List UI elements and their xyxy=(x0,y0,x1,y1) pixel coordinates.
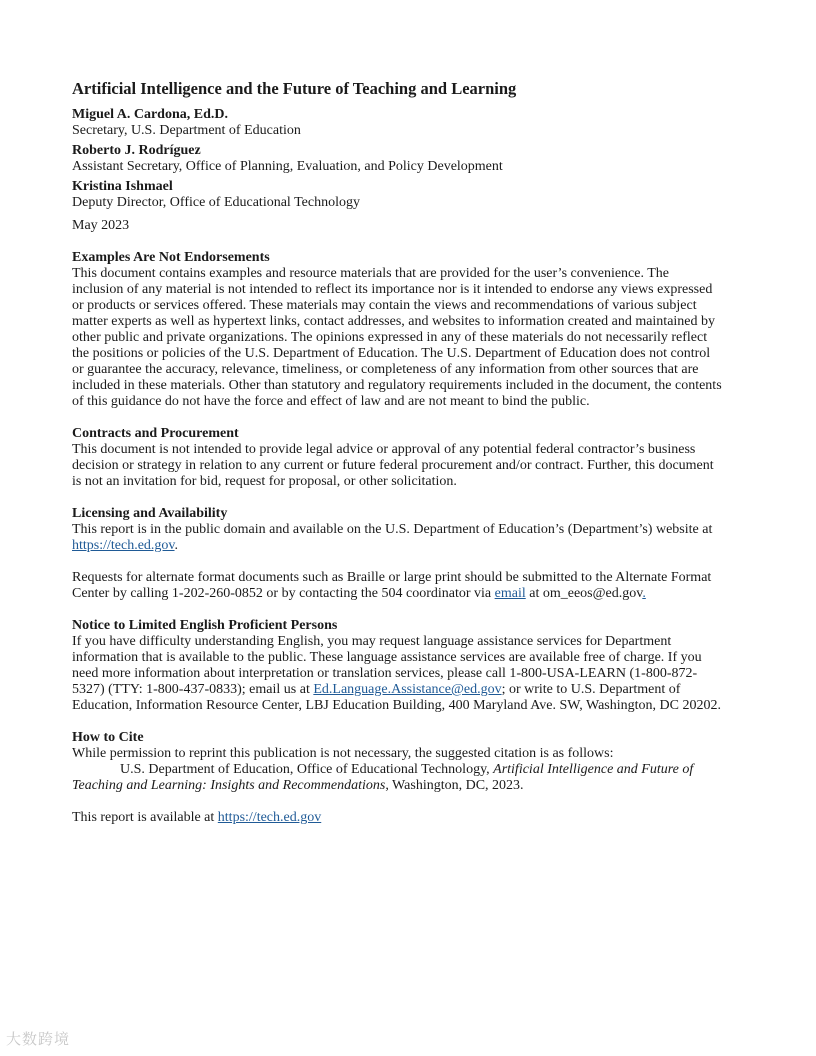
body-text: , Washington, DC, 2023. xyxy=(385,778,524,793)
body-text: If you have difficulty understanding English, you may request language assistance services for Department information that is available to the public. These language assistance services are available free of charge. If you need more information about interpretation or translation services, please call 1-800-USA-LEARN (1-800-872-5327) (TTY: 1-800-437-0833); email us at xyxy=(72,634,702,697)
section-body: This document contains examples and resource materials that are provided for the user’s convenience. The inclusion of any material is not intended to reflect its importance nor is it intended to endorse any views expressed or products or services offered. These materials may contain the views and recommendations of various subject matter experts as well as hypertext links, contact addresses, and websites to information created and maintained by other public and private organizations. The opinions expressed in any of these materials do not necessarily reflect the positions or policies of the U.S. Department of Education. The U.S. Department of Education does not control or guarantee the accuracy, relevance, timeliness, or completeness of any information from other sources that are included in these materials. Other than statutory and regulatory requirements included in the document, the contents of this guidance do not have the force and effect of law and are not meant to bind the public. xyxy=(72,266,722,409)
cite-section xyxy=(72,730,722,794)
cite-intro: While permission to reprint this publication is not necessary, the suggested citation is as follows: xyxy=(72,746,614,761)
author-block xyxy=(72,179,722,211)
email-link[interactable]: email xyxy=(494,586,526,601)
body-text: at om_eeos@ed.gov xyxy=(525,586,643,601)
citation-title: Artificial Intelligence and Future of Teaching and Learning: Insights and Recommendations xyxy=(72,762,694,793)
body-text: U.S. Department of Education, Office of Educational Technology, xyxy=(120,762,494,777)
section-heading: Contracts and Procurement xyxy=(72,426,239,441)
lep-section xyxy=(72,618,722,714)
document-page xyxy=(72,78,722,826)
citation xyxy=(72,762,722,794)
language-assistance-email-link[interactable]: Ed.Language.Assistance@ed.gov xyxy=(313,682,502,697)
body-text: . xyxy=(174,538,179,553)
author-role: Secretary, U.S. Department of Education xyxy=(72,123,301,138)
contracts-section xyxy=(72,426,722,490)
body-text: This report is available at xyxy=(72,810,218,825)
body-text: Requests for alternate format documents such as Braille or large print should be submitted to the Alternate Format Center by calling 1-202-260-0852 or by contacting the 504 coordinator via xyxy=(72,570,712,601)
author-name: Miguel A. Cardona, Ed.D. xyxy=(72,107,228,122)
availability-line xyxy=(72,810,722,826)
endorsements-section xyxy=(72,250,722,410)
author-block xyxy=(72,107,722,139)
section-heading: How to Cite xyxy=(72,730,144,745)
document-title: Artificial Intelligence and the Future of Teaching and Learning xyxy=(72,79,517,98)
publication-date: May 2023 xyxy=(72,218,130,233)
period-link[interactable]: . xyxy=(642,586,646,601)
author-role: Assistant Secretary, Office of Planning, Evaluation, and Policy Development xyxy=(72,159,503,174)
section-heading: Licensing and Availability xyxy=(72,506,228,521)
body-text: ; or write to U.S. Department of Education, Information Resource Center, LBJ Education Building, 400 Maryland Ave. SW, Washington, DC 20202. xyxy=(72,682,721,713)
author-name: Roberto J. Rodríguez xyxy=(72,143,201,158)
tech-ed-gov-link[interactable]: https://tech.ed.gov xyxy=(72,538,175,553)
section-body xyxy=(72,634,722,714)
section-heading: Notice to Limited English Proficient Persons xyxy=(72,618,338,633)
author-name: Kristina Ishmael xyxy=(72,179,173,194)
watermark-logo: 大数跨境 xyxy=(6,1030,71,1048)
section-heading: Examples Are Not Endorsements xyxy=(72,250,270,265)
author-role: Deputy Director, Office of Educational Technology xyxy=(72,195,360,210)
tech-ed-gov-link[interactable]: https://tech.ed.gov xyxy=(217,810,322,825)
section-body xyxy=(72,522,722,554)
section-body: This document is not intended to provide legal advice or approval of any potential federal contractor’s business decision or strategy in relation to any current or future federal procurement and/or contract. Further, this document is not an invitation for bid, request for proposal, or other solicitation. xyxy=(72,442,714,489)
licensing-section xyxy=(72,506,722,602)
alternate-format-body xyxy=(72,570,722,602)
body-text: This report is in the public domain and available on the U.S. Department of Education’s (Department’s) website at xyxy=(72,522,713,537)
author-block xyxy=(72,143,722,175)
